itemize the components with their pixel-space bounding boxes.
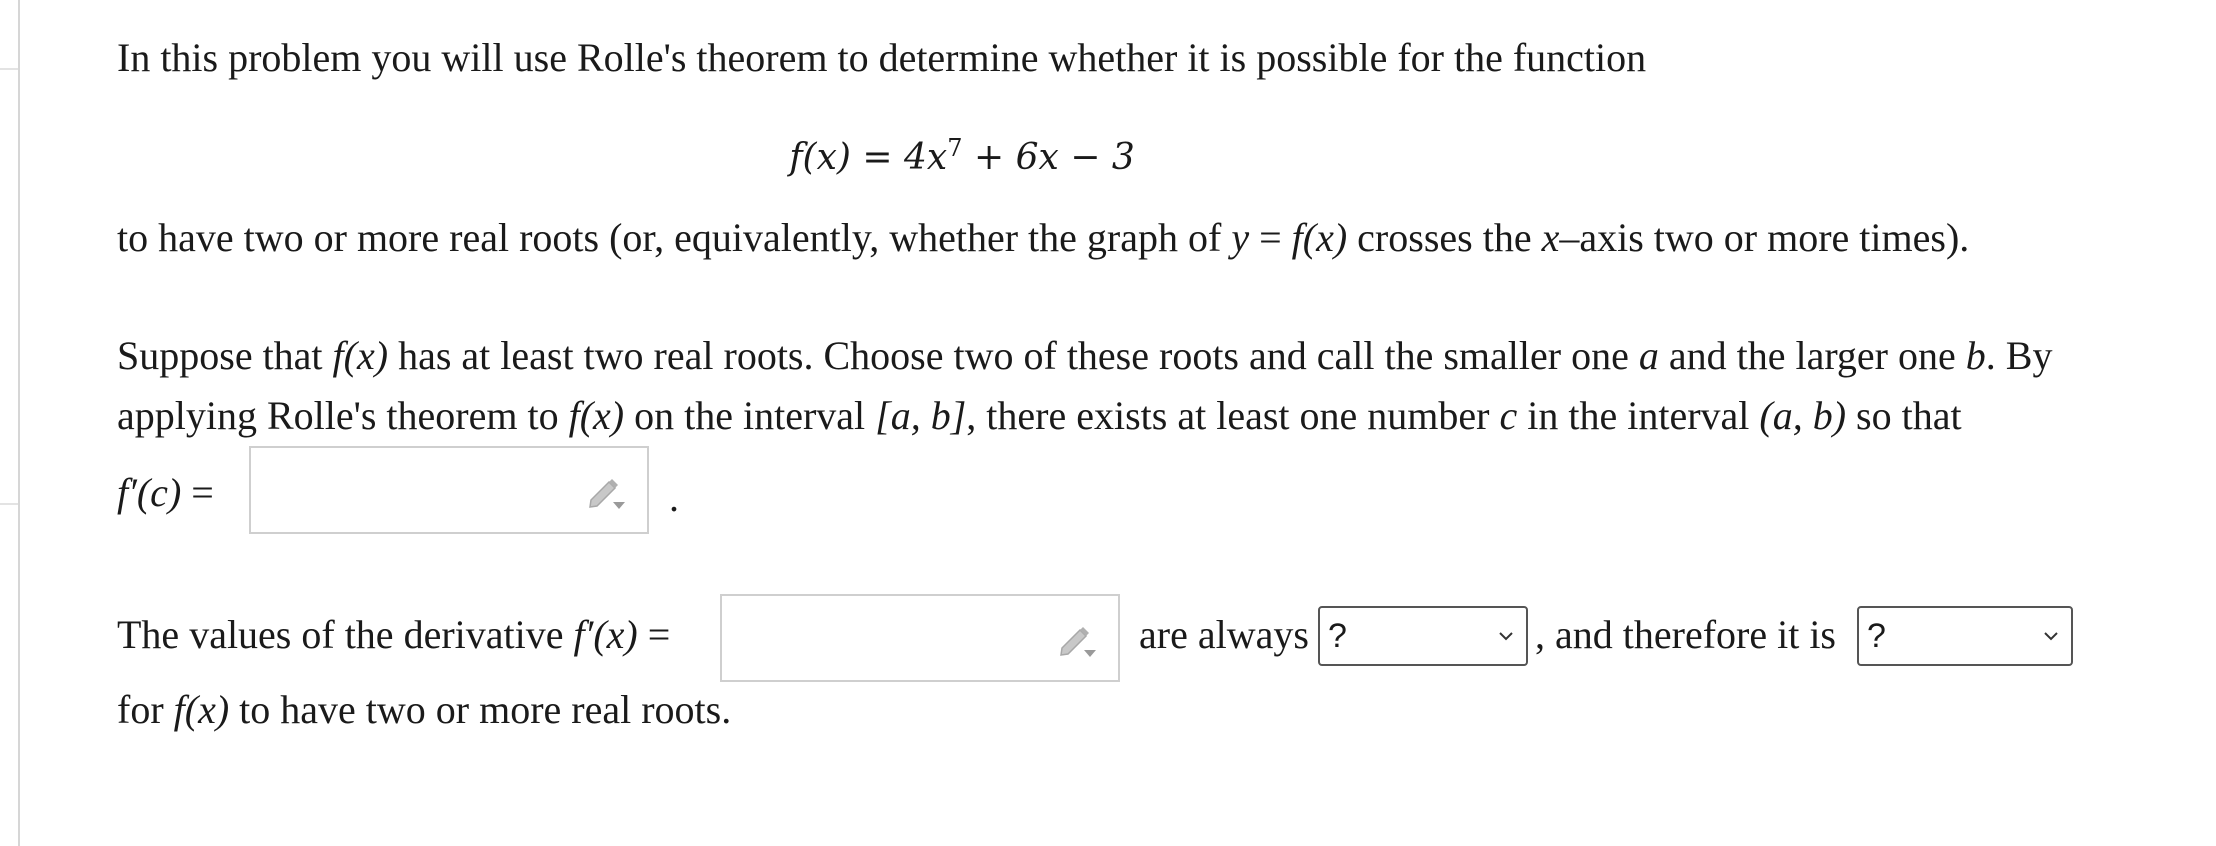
- period: .: [669, 475, 679, 520]
- conclusion-line: for f(x) to have two or more real roots.: [117, 687, 732, 732]
- left-border: [18, 0, 20, 846]
- therefore-label: , and therefore it is: [1535, 612, 1836, 657]
- intro-text: In this problem you will use Rolle's theorem to determine whether it is possible for the function: [117, 35, 1647, 80]
- chevron-down-icon: [1498, 628, 1514, 644]
- function-equation: $f(x) = 4x^7 + 6x - 3$: [789, 134, 1135, 178]
- fprime-c-label: f′(c) =: [117, 470, 214, 515]
- chevron-down-icon: [2043, 628, 2059, 644]
- are-always-label: are always: [1139, 612, 1309, 657]
- fprime-c-answer-box[interactable]: [249, 446, 649, 534]
- left-tick: [0, 68, 18, 70]
- pencil-dropdown-icon[interactable]: [1056, 620, 1100, 660]
- pencil-dropdown-icon[interactable]: [585, 472, 629, 512]
- fprime-x-answer-box[interactable]: [720, 594, 1120, 682]
- suppose-line-1: Suppose that f(x) has at least two real roots. Choose two of these roots and call the smaller one a and the larger one b. By: [117, 333, 2053, 378]
- roots-statement: to have two or more real roots (or, equivalently, whether the graph of y = f(x) crosses the x–axis two or more times).: [117, 215, 1970, 260]
- always-select[interactable]: ?: [1318, 606, 1528, 666]
- possible-select[interactable]: ?: [1857, 606, 2073, 666]
- left-tick: [0, 503, 18, 505]
- suppose-line-2: applying Rolle's theorem to f(x) on the interval [a, b], there exists at least one number c in the interval (a, b) so that: [117, 393, 1962, 438]
- derivative-label: The values of the derivative f′(x) =: [117, 612, 671, 657]
